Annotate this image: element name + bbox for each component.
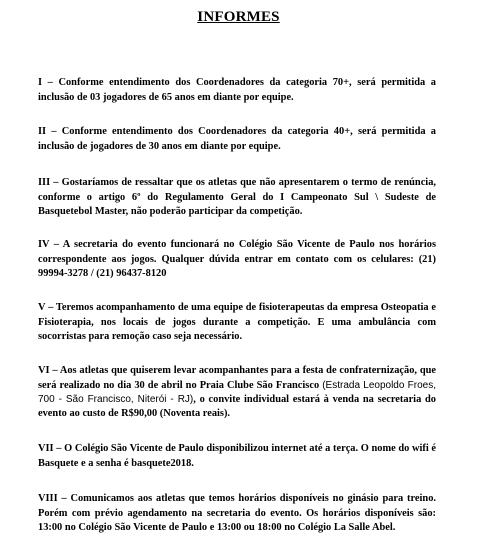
page-title: INFORMES <box>197 9 280 25</box>
notice-item-6 <box>38 364 436 421</box>
notice-item-2: II – Conforme entendimento dos Coordenadores da categoria 40+, será permitida a inclusão de jogadores de 30 anos em diante por equipe. <box>38 126 436 152</box>
notice-item-5: V – Teremos acompanhamento de uma equipe de fisioterapeutas da empresa Osteopatia e Fisioterapia, nos locais de jogos durante a competição. E uma ambulância com socorristas para remoção caso seja necessário. <box>38 302 436 342</box>
notice-item-6-text-after: , o convite individual estará à venda na secretaria do evento ao custo de R$90,00 (Noventa reais). <box>38 393 436 420</box>
notice-item-3: III – Gostaríamos de ressaltar que os atletas que não apresentarem o termo de renúncia, conforme o artigo 6º do Regulamento Geral do I Campeonato Sul \ Sudeste de Basquetebol Master, não poderão participar da competição. <box>38 177 436 217</box>
notice-item-6-text-before: VI – Aos atletas que quiserem levar acompanhantes para a festa de confraternização, que será realizado no dia 30 de abril no Praia Clube São Francisco <box>38 365 436 391</box>
notice-item-4: IV – A secretaria do evento funcionará no Colégio São Vicente de Paulo nos horários correspondente aos jogos. Qualquer dúvida entrar em contato com os celulares: (21) 99994-3278 / (21) 96437-8120 <box>38 239 436 279</box>
notice-item-1: I – Conforme entendimento dos Coordenadores da categoria 70+, será permitida a inclusão de 03 jogadores de 65 anos em diante por equipe. <box>38 77 436 103</box>
event-address: (Estrada Leopoldo Froes, 700 - São Francisco, Niterói - RJ) <box>38 379 436 405</box>
notice-item-8: VIII – Comunicamos aos atletas que temos horários disponíveis no ginásio para treino. Porém com prévio agendamento na secretaria do evento. Os horários disponíveis são: 13:00 no Colégio São Vicente de Paulo e 13:00 ou 18:00 no Colégio La Salle Abel. <box>38 493 436 533</box>
notice-item-7: VII – O Colégio São Vicente de Paulo disponibilizou internet até a terça. O nome do wifi é Basquete e a senha é basquete2018. <box>38 443 436 469</box>
